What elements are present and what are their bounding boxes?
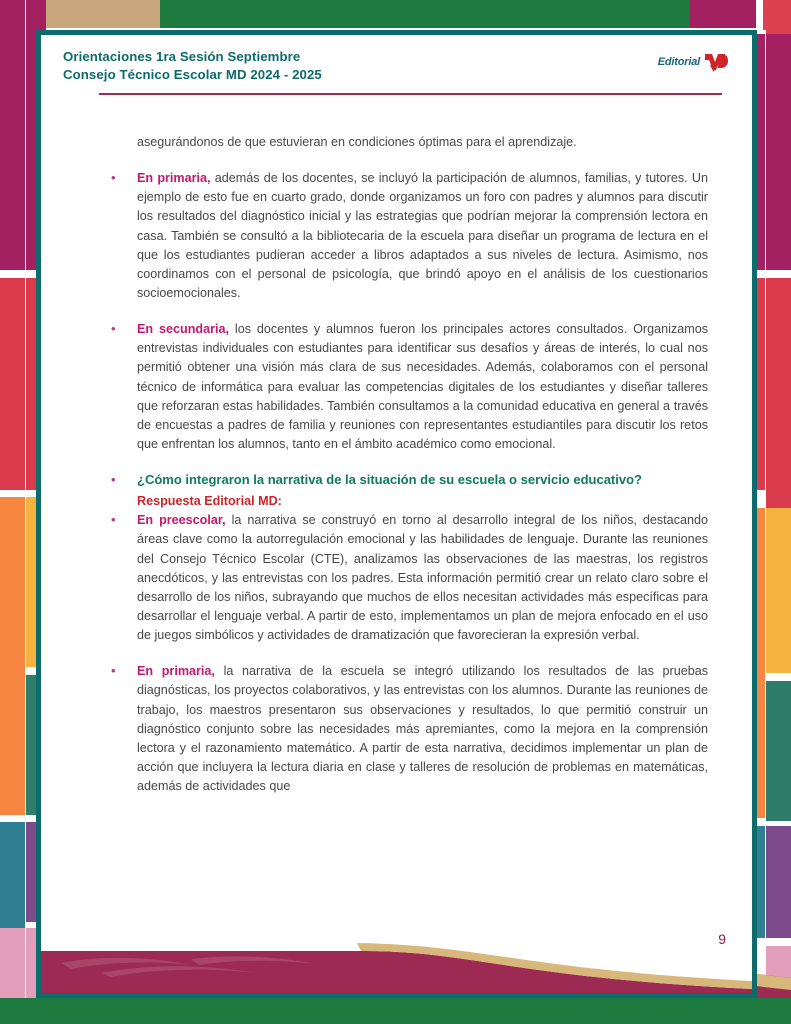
item-label: En primaria, [137,171,211,186]
deco-right-outer-yellow [766,508,791,673]
document-body [41,107,752,796]
deco-left-outer-orange [0,497,25,815]
question-block [75,471,718,490]
deco-right-outer-red-top [766,0,791,34]
item-text: los docentes y alumnos fueron los principales actores consultados. Organizamos entrevistas individuales con estudiantes para identificar sus desafíos y áreas de interés, lo cual nos permitió obtener una visión más clara de sus necesidades. Además, colaboramos con el personal técnico de informática para evaluar las competencias digitales de los estudiantes y diseñar talleres que reforzaran estas habilidades. También consultamos a la comunidad educativa en general a través de encuestas a padres de familia y reuniones con representantes estudiantiles para discutir los retos que enfrentan los alumnos, tanto en el ámbito académico como emocional. [137,322,709,451]
item-label: En preescolar, [137,513,226,528]
header-title-line-2: Consejo Técnico Escolar MD 2024 - 2025 [63,67,322,83]
md-mark-icon [704,51,728,73]
deco-left-outer-magenta [0,0,25,270]
card-bottom-swoosh [41,921,752,993]
answer-header: Respuesta Editorial MD: [137,494,282,509]
answer-list [75,511,718,796]
header-divider-rule [99,93,722,95]
deco-top-magenta-bar [690,0,756,28]
list-item [75,511,718,645]
deco-top-green-bar [160,0,690,28]
deco-top-tan-bar [38,0,160,28]
list-item [75,662,718,796]
deco-right-outer-purple [766,826,791,938]
editorial-md-logo [658,51,728,73]
lead-paragraph: asegurándonos de que estuvieran en condiciones óptimas para el aprendizaje. [137,135,577,149]
content-card [36,30,757,998]
question-item [75,471,718,490]
deco-right-outer-green [766,681,791,821]
item-text: la narrativa de la escuela se integró utilizando los resultados de las pruebas diagnósticas, los proyectos colaborativos, y las entrevistas con los alumnos. Durante las reuniones de trabajo, los maestros presentaron sus observaciones y resultados, lo que permitió construir un diagnóstico conjunto sobre las necesidades más apremiantes, como la mejora en la comprensión lectora y el razonamiento matemático. A partir de esta narrativa, decidimos implementar un plan de acción que incluyera la lectura diaria en clase y talleres de resolución de problemas en matemáticas, además de actividades que [137,664,709,794]
item-label: En secundaria, [137,322,229,337]
item-text: la narrativa se construyó en torno al desarrollo integral de los niños, destacando áreas clave como la autorregulación emocional y las habilidades de lenguaje. Durante las reuniones del Consejo Técnico Escolar (CTE), analizamos las observaciones de las maestras, los registros anecdóticos, y las entrevistas con los padres. Esta información permitió crear un relato claro sobre el desarrollo de los niños, subrayando que muchos de ellos necesitan actividades más específicas para desarrollar el lenguaje verbal. A partir de esto, implementamos un plan de mejora enfocado en el uso de juegos simbólicos y actividades de dramatización que favorecieran la expresión verbal. [137,513,709,643]
logo-wordmark: Editorial [657,56,700,68]
deco-bottom-green-band [0,998,791,1024]
answer-header-line [75,492,718,510]
deco-right-outer-red [766,278,791,518]
header-title [63,48,730,84]
header-title-line-1: Orientaciones 1ra Sesión Septiembre [63,49,301,64]
deco-right-outer-magenta [766,34,791,270]
list-item [75,320,718,454]
question-heading: ¿Cómo integraron la narrativa de la situación de su escuela o servicio educativo? [137,472,642,488]
item-label: En primaria, [137,664,215,679]
list-item [75,169,718,303]
document-header [41,35,752,107]
page-number: 9 [718,931,726,947]
consultation-list [75,169,718,454]
item-text: además de los docentes, se incluyó la participación de alumnos, familias, y tutores. Un ejemplo de esto fue en cuarto grado, donde organizamos un foro con padres y alumnos para discutir los resultados del diagnóstico inicial y las estrategias que podrían mejorar la comprensión lectora en casa. También se consultó a la bibliotecaria de la escuela para diseñar un programa de lectura en el que los estudiantes pudieran acceder a libros adaptados a sus niveles de lectura. Asimismo, nos coordinamos con el personal de psicología, que brindó apoyo en el análisis de los cuestionarios socioemocionales. [137,171,708,300]
deco-left-outer-red [0,278,25,490]
